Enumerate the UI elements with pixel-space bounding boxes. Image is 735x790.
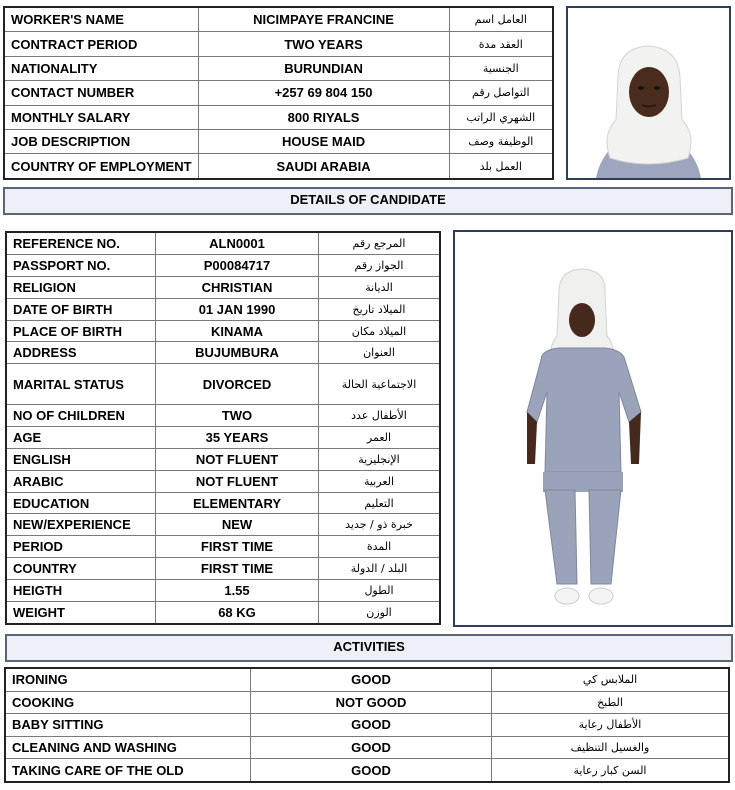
field-value: TWO — [156, 405, 319, 427]
field-label: ADDRESS — [6, 342, 156, 364]
field-value: FIRST TIME — [156, 536, 319, 558]
candidate-row — [6, 298, 440, 320]
field-label: COUNTRY OF EMPLOYMENT — [4, 154, 198, 179]
activity-row — [5, 736, 729, 759]
worker-row — [4, 105, 553, 129]
activity-label: BABY SITTING — [5, 714, 251, 737]
field-arabic-label: الطول — [319, 580, 441, 602]
portrait-illustration — [568, 8, 729, 178]
field-label: MONTHLY SALARY — [4, 105, 198, 129]
activity-arabic-label: الملابس كي — [492, 668, 730, 691]
candidate-row — [6, 254, 440, 276]
field-value: 01 JAN 1990 — [156, 298, 319, 320]
activity-label: CLEANING AND WASHING — [5, 736, 251, 759]
activity-row — [5, 714, 729, 737]
field-value: 35 YEARS — [156, 426, 319, 448]
activity-rating: NOT GOOD — [251, 691, 492, 714]
field-value: ALN0001 — [156, 232, 319, 254]
field-arabic-label: الشهري الراتب — [449, 105, 553, 129]
candidate-row — [6, 514, 440, 536]
field-arabic-label: العامل اسم — [449, 7, 553, 32]
field-label: EDUCATION — [6, 492, 156, 514]
field-label: PLACE OF BIRTH — [6, 320, 156, 342]
field-label: NO OF CHILDREN — [6, 405, 156, 427]
field-arabic-label: العربية — [319, 470, 441, 492]
field-label: WEIGHT — [6, 602, 156, 624]
field-label: ARABIC — [6, 470, 156, 492]
field-value: CHRISTIAN — [156, 276, 319, 298]
activity-rating: GOOD — [251, 736, 492, 759]
candidate-row — [6, 580, 440, 602]
activities-table — [4, 667, 730, 783]
field-label: REFERENCE NO. — [6, 232, 156, 254]
activity-row — [5, 668, 729, 691]
worker-row — [4, 56, 553, 80]
field-value: HOUSE MAID — [198, 130, 449, 154]
field-label: NATIONALITY — [4, 56, 198, 80]
field-arabic-label: المرجع رقم — [319, 232, 441, 254]
field-value: 800 RIYALS — [198, 105, 449, 129]
field-arabic-label: الجنسية — [449, 56, 553, 80]
activities-header: ACTIVITIES — [5, 634, 733, 662]
field-arabic-label: الأطفال عدد — [319, 405, 441, 427]
activity-label: COOKING — [5, 691, 251, 714]
activity-row — [5, 691, 729, 714]
field-arabic-label: خبرة ذو / جديد — [319, 514, 441, 536]
activity-label: TAKING CARE OF THE OLD — [5, 759, 251, 782]
candidate-row — [6, 232, 440, 254]
field-value: P00084717 — [156, 254, 319, 276]
field-label: NEW/EXPERIENCE — [6, 514, 156, 536]
field-value: BURUNDIAN — [198, 56, 449, 80]
candidate-row — [6, 470, 440, 492]
worker-row — [4, 130, 553, 154]
field-label: JOB DESCRIPTION — [4, 130, 198, 154]
field-arabic-label: البلد / الدولة — [319, 558, 441, 580]
candidate-row — [6, 405, 440, 427]
field-arabic-label: الوظيفة وصف — [449, 130, 553, 154]
field-arabic-label: الميلاد تاريخ — [319, 298, 441, 320]
field-value: KINAMA — [156, 320, 319, 342]
field-label: WORKER'S NAME — [4, 7, 198, 32]
portrait-photo — [566, 6, 731, 180]
field-label: COUNTRY — [6, 558, 156, 580]
field-label: MARITAL STATUS — [6, 364, 156, 405]
activity-arabic-label: السن كبار رعاية — [492, 759, 730, 782]
field-arabic-label: التعليم — [319, 492, 441, 514]
field-label: PASSPORT NO. — [6, 254, 156, 276]
field-value: 68 KG — [156, 602, 319, 624]
field-arabic-label: الوزن — [319, 602, 441, 624]
candidate-row — [6, 536, 440, 558]
worker-info-table — [3, 6, 554, 180]
candidate-details-table — [5, 231, 441, 625]
field-label: HEIGTH — [6, 580, 156, 602]
worker-row — [4, 154, 553, 179]
field-value: NEW — [156, 514, 319, 536]
field-label: RELIGION — [6, 276, 156, 298]
candidate-row — [6, 558, 440, 580]
field-label: PERIOD — [6, 536, 156, 558]
field-arabic-label: التواصل رقم — [449, 81, 553, 105]
field-value: NOT FLUENT — [156, 448, 319, 470]
candidate-row — [6, 448, 440, 470]
candidate-row — [6, 276, 440, 298]
field-label: CONTRACT PERIOD — [4, 32, 198, 56]
activity-row — [5, 759, 729, 782]
worker-row — [4, 7, 553, 32]
activity-label: IRONING — [5, 668, 251, 691]
activity-arabic-label: الأطفال رعاية — [492, 714, 730, 737]
field-arabic-label: العقد مدة — [449, 32, 553, 56]
full-body-illustration — [455, 232, 731, 625]
field-value: 1.55 — [156, 580, 319, 602]
details-header: DETAILS OF CANDIDATE — [3, 187, 733, 215]
activity-rating: GOOD — [251, 714, 492, 737]
field-arabic-label: الإنجليزية — [319, 448, 441, 470]
field-arabic-label: العنوان — [319, 342, 441, 364]
activity-arabic-label: والغسيل التنظيف — [492, 736, 730, 759]
field-label: ENGLISH — [6, 448, 156, 470]
candidate-row — [6, 426, 440, 448]
activity-rating: GOOD — [251, 759, 492, 782]
field-value: NICIMPAYE FRANCINE — [198, 7, 449, 32]
field-arabic-label: الجواز رقم — [319, 254, 441, 276]
field-arabic-label: الاجتماعية الحالة — [319, 364, 441, 405]
field-value: TWO YEARS — [198, 32, 449, 56]
field-label: DATE OF BIRTH — [6, 298, 156, 320]
activity-rating: GOOD — [251, 668, 492, 691]
field-value: BUJUMBURA — [156, 342, 319, 364]
worker-row — [4, 32, 553, 56]
candidate-row — [6, 342, 440, 364]
worker-row — [4, 81, 553, 105]
field-arabic-label: العمل بلد — [449, 154, 553, 179]
activity-arabic-label: الطبخ — [492, 691, 730, 714]
field-arabic-label: الديانة — [319, 276, 441, 298]
field-value: ELEMENTARY — [156, 492, 319, 514]
field-arabic-label: الميلاد مكان — [319, 320, 441, 342]
full-body-photo — [453, 230, 733, 627]
candidate-row — [6, 364, 440, 405]
field-value: +257 69 804 150 — [198, 81, 449, 105]
field-arabic-label: المدة — [319, 536, 441, 558]
candidate-row — [6, 602, 440, 624]
candidate-row — [6, 320, 440, 342]
field-label: AGE — [6, 426, 156, 448]
field-label: CONTACT NUMBER — [4, 81, 198, 105]
field-value: NOT FLUENT — [156, 470, 319, 492]
field-value: DIVORCED — [156, 364, 319, 405]
candidate-row — [6, 492, 440, 514]
field-value: FIRST TIME — [156, 558, 319, 580]
field-value: SAUDI ARABIA — [198, 154, 449, 179]
field-arabic-label: العمر — [319, 426, 441, 448]
